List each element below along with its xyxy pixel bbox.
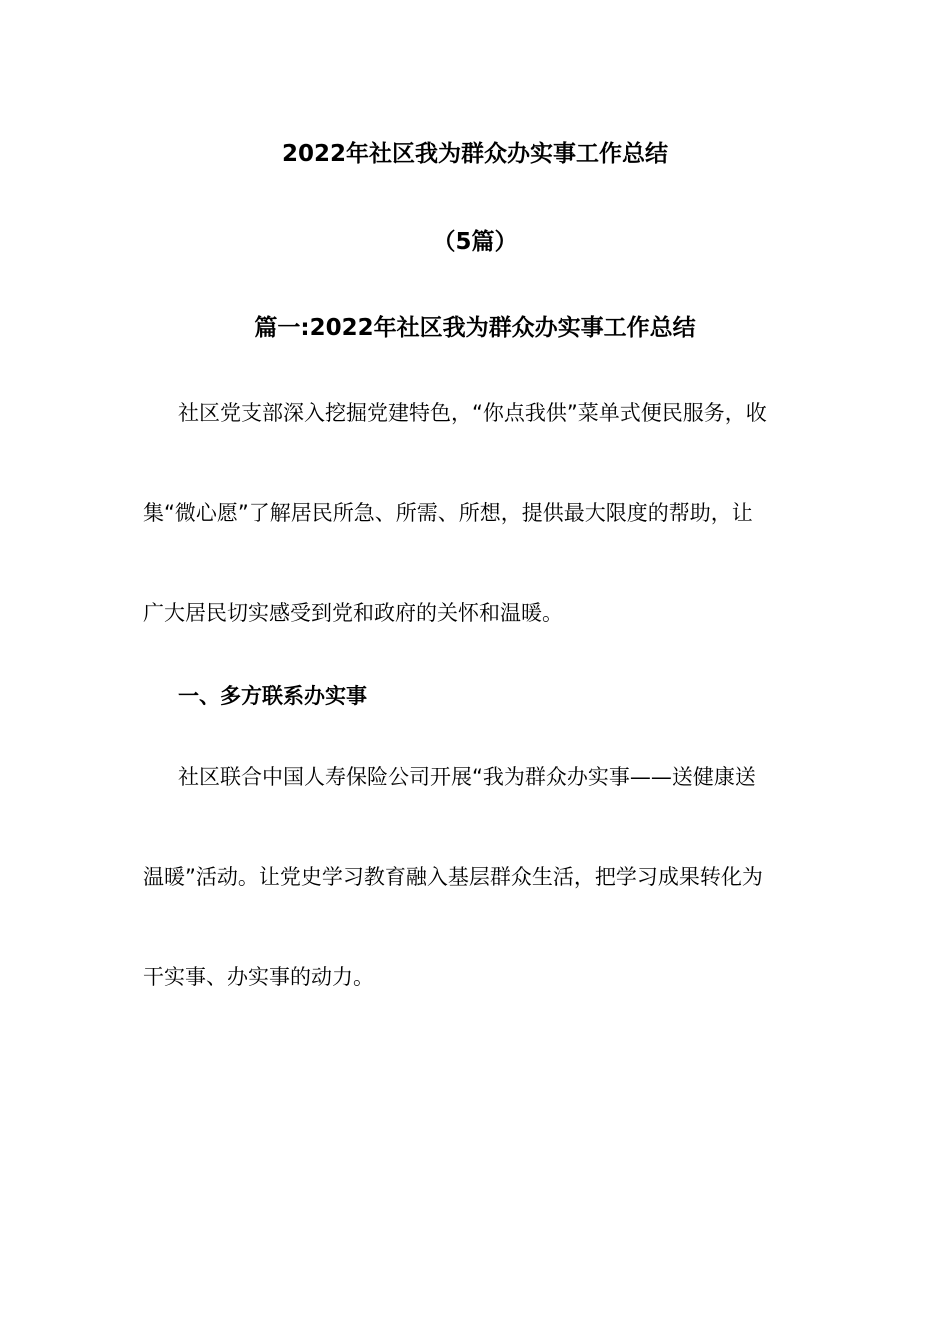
paragraph-line: 干实事、办实事的动力。 [143,965,374,989]
document-subtitle: （5篇） [432,229,518,255]
paragraph-line: 社区党支部深入挖掘党建特色，“你点我供”菜单式便民服务，收 [178,401,767,425]
paragraph-line: 广大居民切实感受到党和政府的关怀和温暖。 [143,601,563,625]
document-title: 2022年社区我为群众办实事工作总结 [281,141,668,167]
paragraph-line: 温暖”活动。让党史学习教育融入基层群众生活，把学习成果转化为 [143,865,763,889]
section-heading: 一、多方联系办实事 [178,684,367,708]
paragraph-line: 社区联合中国人寿保险公司开展“我为群众办实事——送健康送 [178,765,756,789]
paragraph-line: 集“微心愿”了解居民所急、所需、所想，提供最大限度的帮助，让 [143,501,753,525]
section-title: 篇一:2022年社区我为群众办实事工作总结 [254,315,696,341]
